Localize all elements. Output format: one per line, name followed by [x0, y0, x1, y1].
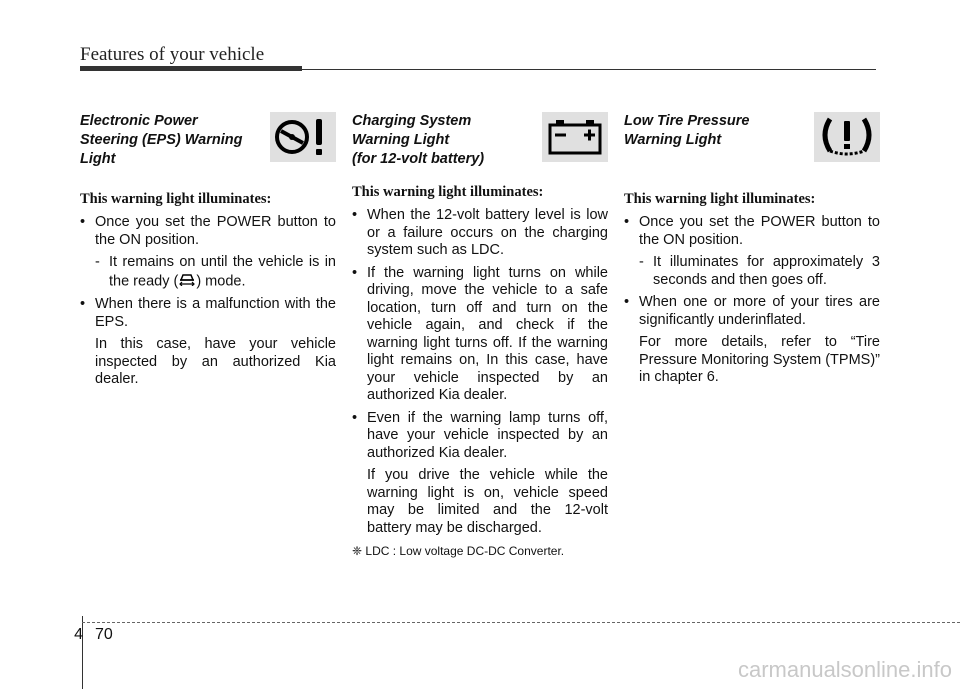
header-rule-thin: [302, 69, 876, 70]
footnote: ❈ LDC : Low voltage DC-DC Converter.: [352, 544, 565, 558]
header-rule-thick: [80, 66, 302, 71]
page-header-title: Features of your vehicle: [80, 44, 265, 65]
tire-pressure-icon: [814, 112, 880, 162]
sub-item: - It illuminates for approximately 3 seconds and then goes off.: [639, 254, 880, 288]
sub-item: - It remains on until the vehicle is in the ready ( ) mode.: [95, 254, 336, 290]
steering-wheel-exclamation-icon: [270, 112, 336, 162]
bullet-item: • If the warning light turns on while driving, move the vehicle to a safe location, turn off and turn on the vehicle again, and check if the warning light turns off. If the warning light remains on, In this case, have your vehicle inspected by an authorized Kia dealer.: [352, 265, 608, 405]
footer-rule-horizontal: [82, 622, 960, 623]
section-charging-warning: Charging System Warning Light (for 12-volt battery) This warning light illuminates: • When the 12-volt battery level is low or a failure occurs on the charging system such as LDC. • If the warning light turns on while driving, move the vehicle to a safe location, turn off and turn on the vehicle again, and check if the warning light turns off. If the warning light remains on, In this case, have your vehicle inspected by an authorized Kia dealer. • Even if the warning lamp turns off, have your vehicle inspected by an authorized Kia dealer. If you drive the vehicle while the warning light is on, vehicle speed may be limited and the 12-volt battery may be discharged. ❈ LDC : Low voltage DC-DC Converter.: [352, 112, 608, 561]
bullet-item: • When one or more of your tires are significantly underinflated.: [624, 294, 880, 329]
paragraph: If you drive the vehicle while the warning light is on, vehicle speed may be limited and the 12-volt battery may be discharged.: [367, 467, 608, 536]
section-title: Low Tire Pressure Warning Light: [624, 113, 750, 148]
bullet-item: • Once you set the POWER button to the ON position.: [80, 214, 336, 249]
section-tpms-warning: Low Tire Pressure Warning Light This warning light illuminates: • Once you set the POWER button to the ON position. - It illuminates for approximately 3 seconds and then goes off. • When one or more of your tires are significantly underinflated. For more details, refer to “Tire Pressure Monitoring System (TPMS)” in chapter 6.: [624, 112, 880, 392]
battery-icon: [542, 112, 608, 162]
bullet-item: • When the 12-volt battery level is low or a failure occurs on the charging system such as LDC.: [352, 207, 608, 260]
page-number: 4 70: [74, 626, 113, 643]
bullet-item: • When there is a malfunction with the EPS.: [80, 296, 336, 331]
watermark: carmanualsonline.info: [737, 657, 952, 682]
bullet-item: • Once you set the POWER button to the ON position.: [624, 214, 880, 249]
section-title: Charging System Warning Light (for 12-volt battery): [352, 113, 485, 167]
paragraph: In this case, have your vehicle inspected by an authorized Kia dealer.: [95, 336, 336, 387]
section-title: Electronic Power Steering (EPS) Warning Light: [80, 113, 243, 167]
paragraph: For more details, refer to “Tire Pressure Monitoring System (TPMS)” in chapter 6.: [639, 334, 880, 385]
ready-car-icon: [178, 272, 196, 292]
section-eps-warning: Electronic Power Steering (EPS) Warning Light This warning light illuminates: • Once you set the POWER button to the ON position. - It remains on until the vehicle is in the ready ( ) mode. • When there is a malfunction with the EPS. In this case, have your vehicle inspected by an authorized Kia dealer.: [80, 112, 336, 394]
bullet-item: • Even if the warning lamp turns off, have your vehicle inspected by an authorized Kia dealer.: [352, 410, 608, 463]
